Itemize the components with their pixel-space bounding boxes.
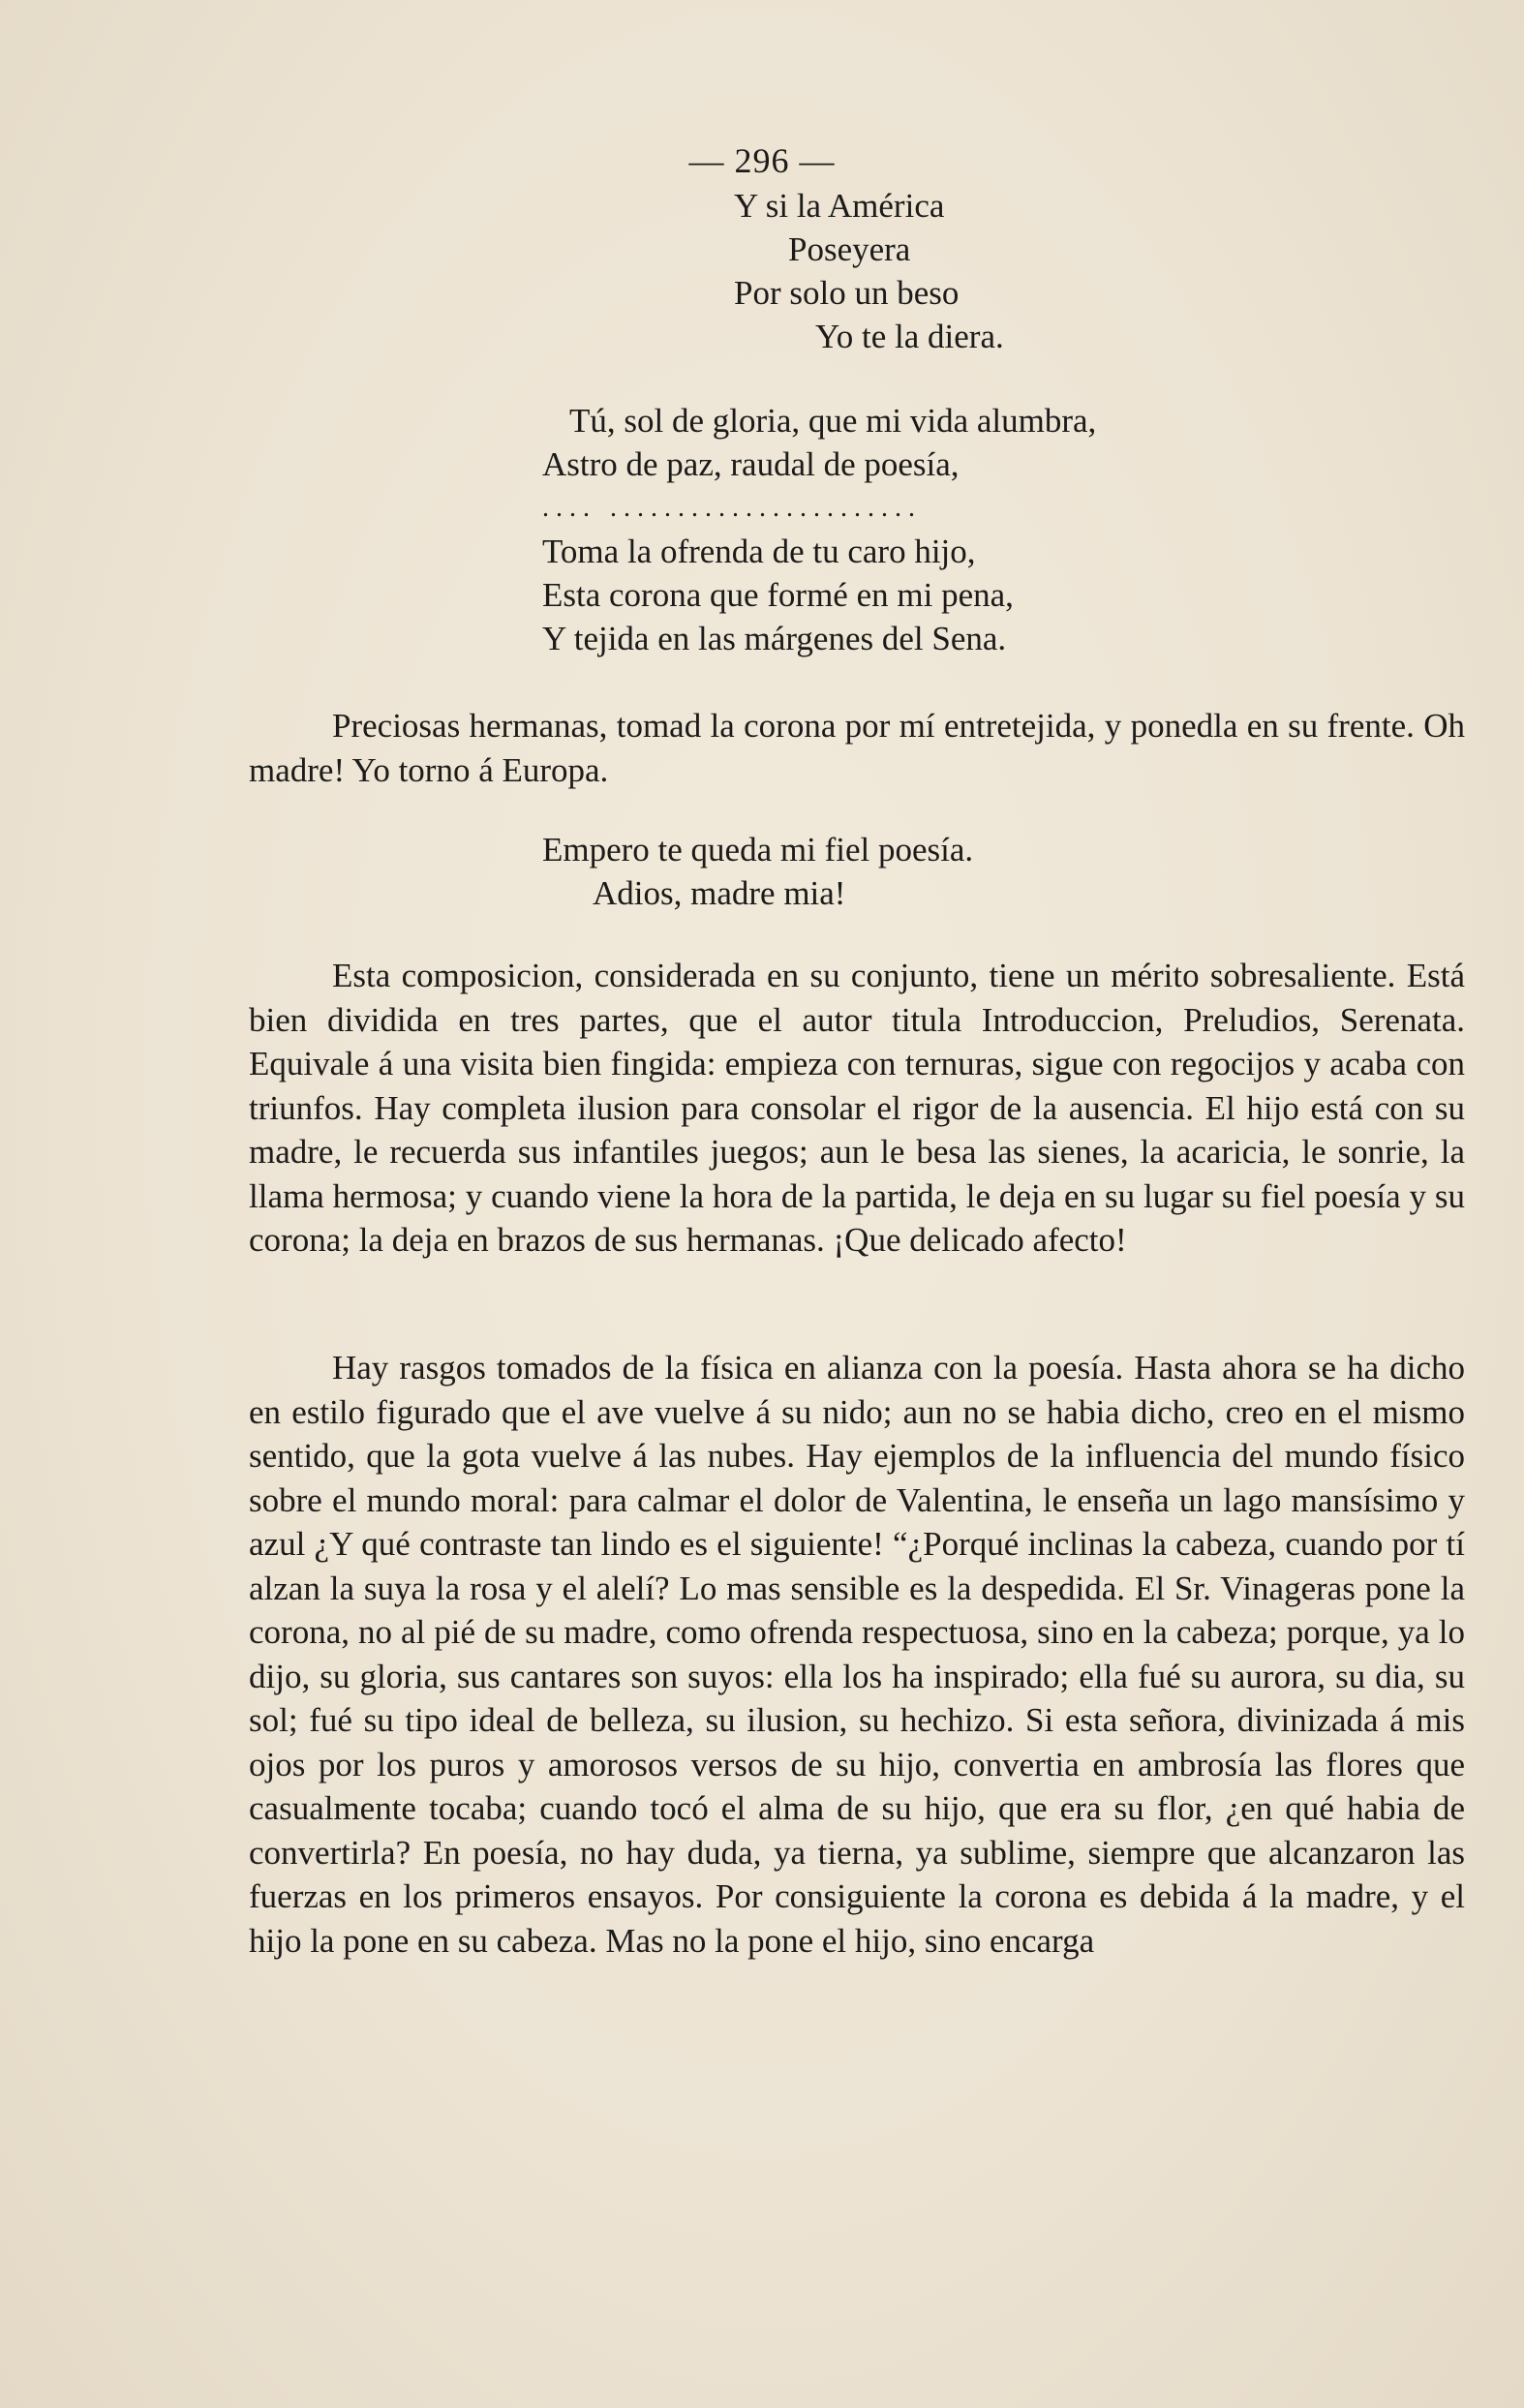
verse-line: Empero te queda mi fiel poesía.	[542, 831, 974, 869]
paragraph	[249, 704, 1465, 792]
verse-line: Astro de paz, raudal de poesía,	[542, 445, 960, 483]
verse-line: Por solo un beso	[734, 274, 960, 312]
verse-line: Tú, sol de gloria, que mi vida alumbra,	[569, 402, 1097, 440]
verse-line: Toma la ofrenda de tu caro hijo,	[542, 533, 976, 570]
verse-stanza-1	[0, 184, 1524, 358]
verse-line: Esta corona que formé en mi pena,	[542, 576, 1014, 614]
verse-line: Y si la América	[734, 187, 945, 225]
verse-line: Adios, madre mia!	[593, 874, 846, 912]
verse-line: Poseyera	[788, 230, 911, 268]
paragraph	[249, 1346, 1465, 1963]
verse-stanza-2	[542, 399, 1414, 660]
paragraph-text: Preciosas hermanas, tomad la corona por mí entretejida, y ponedla en su frente. Oh madre! Yo torno á Europa.	[249, 707, 1465, 789]
paragraph	[249, 954, 1465, 1263]
page-number: — 296 —	[688, 141, 836, 180]
paragraph-text: Esta composicion, considerada en su conjunto, tiene un mérito sobresaliente. Está bien dividida en tres partes, que el autor titula Introduccion, Preludios, Serenata. Equivale á una visita bien fingida: empieza con ternuras, sigue con regocijos y acaba con triunfos. Hay completa ilusion para consolar el rigor de la ausencia. El hijo está con su madre, le recuerda sus infantiles juegos; aun le besa las sienes, la acaricia, le sonrie, la llama hermosa; y cuando viene la hora de la partida, le deja en su lugar su fiel poesía y su corona; la deja en brazos de sus hermanas. ¡Que delicado afecto!	[249, 957, 1465, 1259]
verse-line: Y tejida en las márgenes del Sena.	[542, 620, 1007, 657]
verse-stanza-3	[542, 828, 1317, 915]
ellipsis-line: .... .......................	[542, 493, 922, 523]
paragraph-text: Hay rasgos tomados de la física en alianza con la poesía. Hasta ahora se ha dicho en estilo figurado que el ave vuelve á su nido; aun no se habia dicho, creo en el mismo sentido, que la gota vuelve á las nubes. Hay ejemplos de la influencia del mundo físico sobre el mundo moral: para calmar el dolor de Valentina, le enseña un lago mansísimo y azul ¿Y qué contraste tan lindo es el siguiente! “¿Porqué inclinas la cabeza, cuando por tí alzan la suya la rosa y el alelí? Lo mas sensible es la despedida. El Sr. Vinageras pone la corona, no al pié de su madre, como ofrenda respectuosa, sino en la cabeza; porque, ya lo dijo, su gloria, sus cantares son suyos: ella los ha inspirado; ella fué su aurora, su dia, su sol; fué su tipo ideal de belleza, su ilusion, su hechizo. Si esta señora, divinizada á mis ojos por los puros y amorosos versos de su hijo, convertia en ambrosía las flores que casualmente tocaba; cuando tocó el alma de su hijo, que era su flor, ¿en qué habia de convertirla? En poesía, no hay duda, ya tierna, ya sublime, siempre que alcanzaron las fuerzas en los primeros ensayos. Por consiguiente la corona es debida á la madre, y el hijo la pone en su cabeza. Mas no la pone el hijo, sino encarga	[249, 1349, 1465, 1960]
verse-line: Yo te la diera.	[815, 318, 1004, 355]
